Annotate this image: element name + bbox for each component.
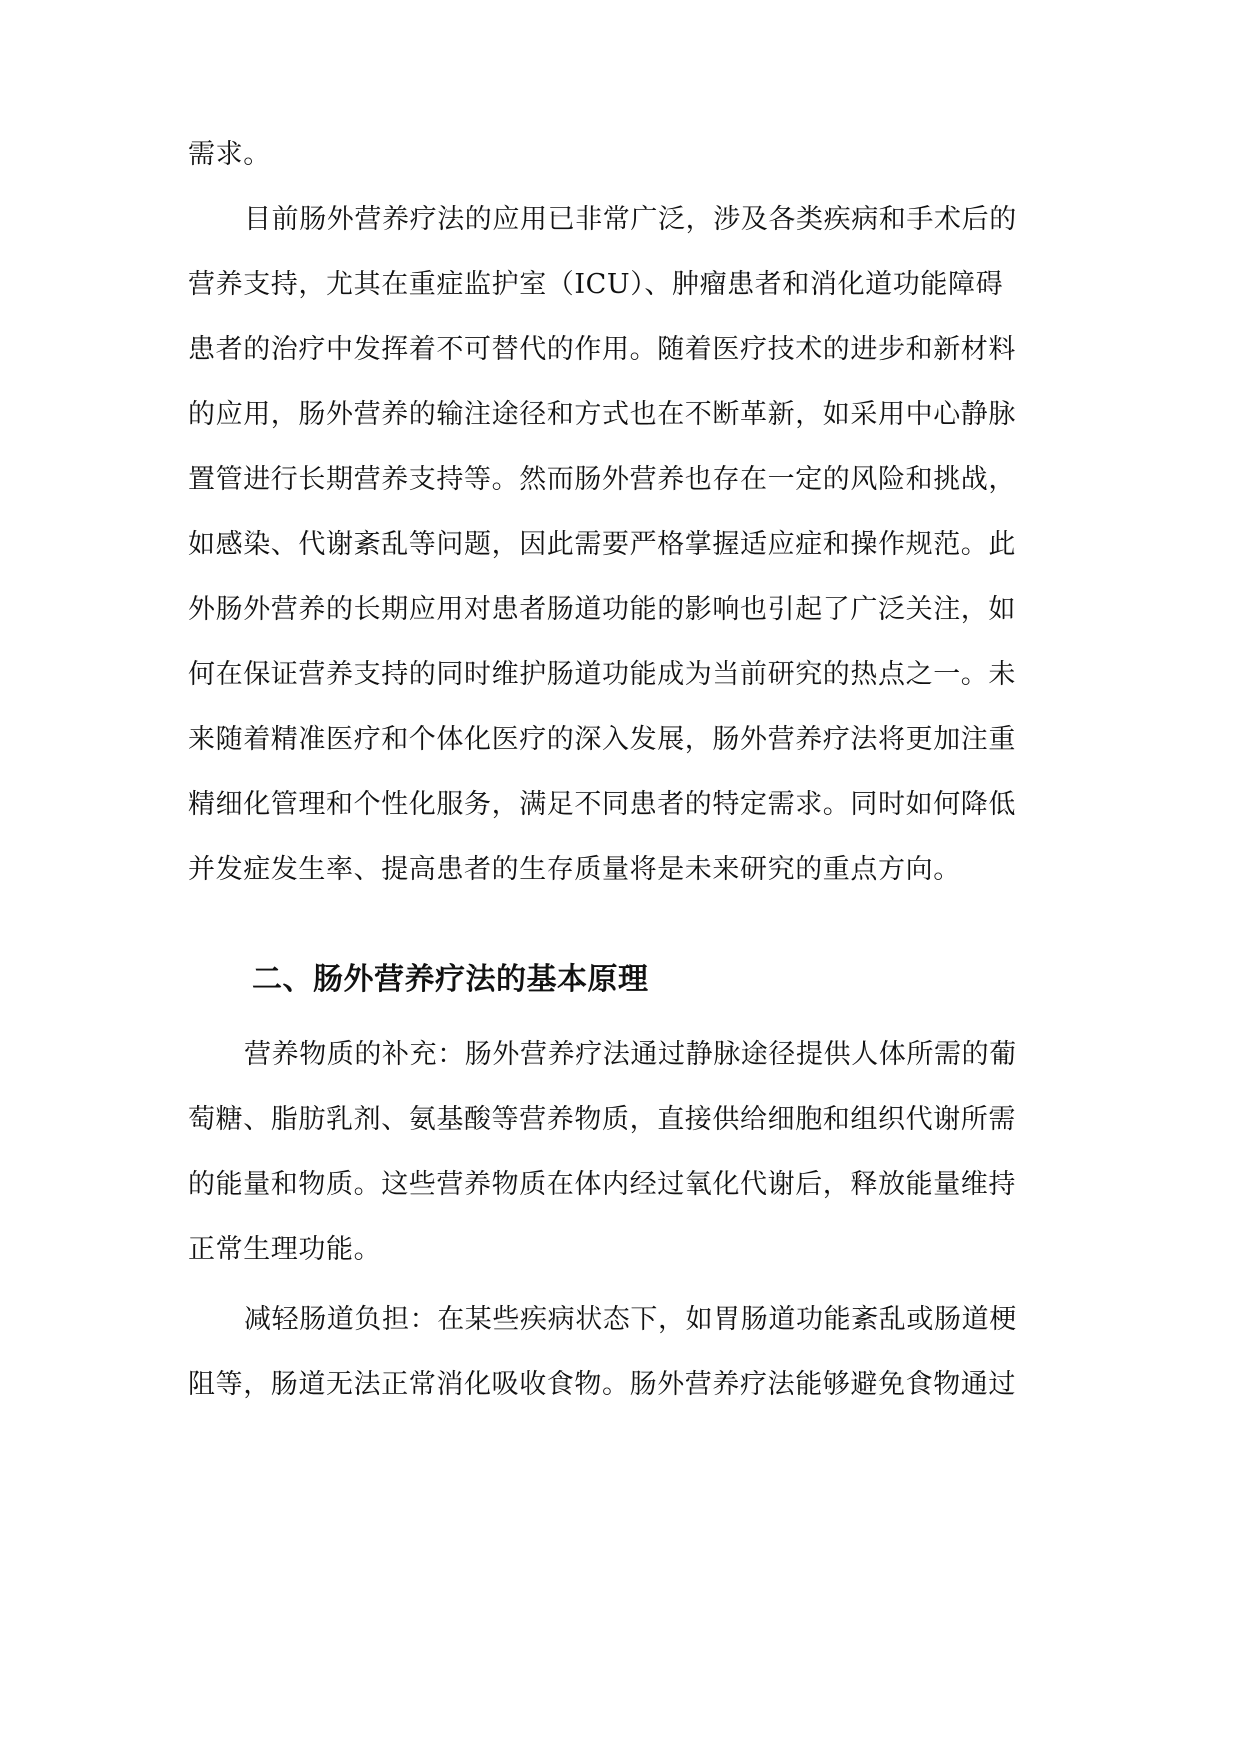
paragraph-line: 减轻肠道负担：在某些疾病状态下，如胃肠道功能紊乱或肠道梗	[244, 1304, 1017, 1335]
paragraph-line: 置管进行长期营养支持等。然而肠外营养也存在一定的风险和挑战，	[188, 464, 1016, 495]
paragraph-line: 阻等，肠道无法正常消化吸收食物。肠外营养疗法能够避免食物通过	[188, 1369, 1016, 1400]
paragraph-line: 正常生理功能。	[188, 1234, 382, 1265]
paragraph-line: 营养物质的补充：肠外营养疗法通过静脉途径提供人体所需的葡	[244, 1039, 1017, 1070]
paragraph-line: 如感染、代谢紊乱等问题，因此需要严格掌握适应症和操作规范。此	[188, 529, 1016, 560]
section-heading: 二、肠外营养疗法的基本原理	[252, 962, 649, 997]
continuation-line: 需求。	[188, 139, 271, 170]
paragraph-line: 的能量和物质。这些营养物质在体内经过氧化代谢后，释放能量维持	[188, 1169, 1016, 1200]
paragraph-line: 患者的治疗中发挥着不可替代的作用。随着医疗技术的进步和新材料	[188, 334, 1016, 365]
paragraph-line: 目前肠外营养疗法的应用已非常广泛，涉及各类疾病和手术后的	[244, 204, 1017, 235]
paragraph-line: 精细化管理和个性化服务，满足不同患者的特定需求。同时如何降低	[188, 789, 1016, 820]
paragraph-line: 来随着精准医疗和个体化医疗的深入发展，肠外营养疗法将更加注重	[188, 724, 1016, 755]
paragraph-line: 何在保证营养支持的同时维护肠道功能成为当前研究的热点之一。未	[188, 659, 1016, 690]
paragraph-line: 营养支持，尤其在重症监护室（ICU）、肿瘤患者和消化道功能障碍	[188, 269, 1004, 300]
paragraph-line: 萄糖、脂肪乳剂、氨基酸等营养物质，直接供给细胞和组织代谢所需	[188, 1104, 1016, 1135]
paragraph-line: 的应用，肠外营养的输注途径和方式也在不断革新，如采用中心静脉	[188, 399, 1016, 430]
paragraph-line: 外肠外营养的长期应用对患者肠道功能的影响也引起了广泛关注，如	[188, 594, 1016, 625]
paragraph-line: 并发症发生率、提高患者的生存质量将是未来研究的重点方向。	[188, 854, 961, 885]
